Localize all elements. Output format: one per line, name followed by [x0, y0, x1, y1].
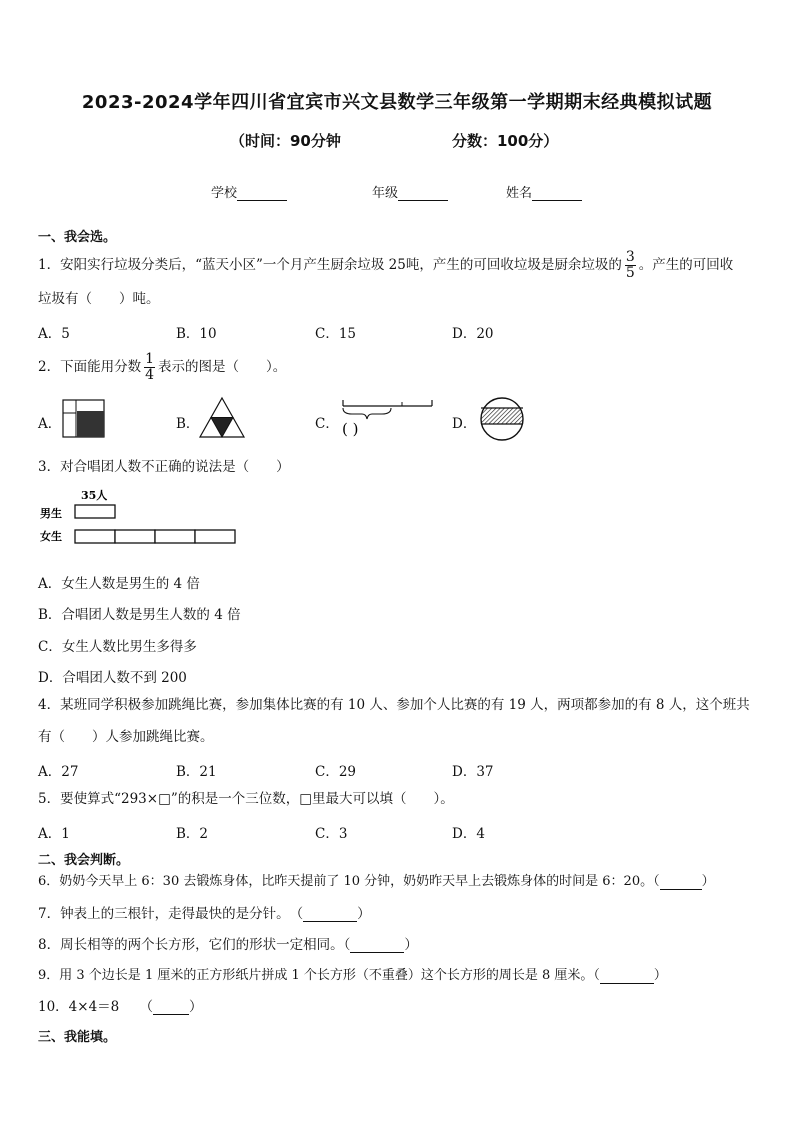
name-field[interactable]	[506, 182, 582, 201]
boys-bar	[75, 505, 115, 518]
brace-paren: ( )	[342, 420, 359, 438]
q2-option-d[interactable]: D．	[452, 416, 477, 432]
question-8-text: 8．周长相等的两个长方形，它们的形状一定相同。（	[38, 937, 351, 953]
question-9-text: 9．用 3 个边长是 1 厘米的正方形纸片拼成 1 个长方形（不重叠）这个长方形的周长是 8 厘米。（	[38, 968, 600, 983]
school-label: 学校	[211, 186, 238, 201]
boys-label: 男生	[40, 507, 62, 520]
question-5: 5．要使算式“293×□”的积是一个三位数，□里最大可以填（ ）。	[38, 791, 454, 807]
q1-option-b[interactable]: B．10	[176, 326, 217, 342]
question-6: 6．奶奶今天早上 6：30 去锻炼身体，比昨天提前了 10 分钟，奶奶昨天早上去锻炼身体的时间是 6：20。（ ）	[38, 874, 715, 889]
q1-option-d[interactable]: D．20	[452, 326, 494, 342]
question-7-text: 7．钟表上的三根针，走得最快的是分针。 （	[38, 906, 304, 922]
q1-option-c[interactable]: C．15	[315, 326, 357, 342]
q5-option-d[interactable]: D．4	[452, 826, 485, 842]
section-heading-judge: 二、我会判断。	[38, 853, 130, 868]
q3-option-b[interactable]: B．合唱团人数是男生人数的 4 倍	[38, 607, 241, 623]
question-8: 8．周长相等的两个长方形，它们的形状一定相同。（ ）	[38, 937, 418, 953]
q2-option-c[interactable]: C．	[315, 416, 339, 432]
grade-field[interactable]	[372, 182, 448, 201]
fraction-3-5: $\frac{3}{5}$	[625, 249, 635, 281]
q4-option-c[interactable]: C．29	[315, 764, 357, 780]
figure-circle-band	[478, 396, 528, 442]
question-4: 4．某班同学积极参加跳绳比赛，参加集体比赛的有 10 人、参加个人比赛的有 19 人，两项都参加的有 8 人，这个班共	[38, 697, 750, 713]
answer-blank-6[interactable]	[660, 877, 702, 890]
fraction-1-4: $\frac{1}{4}$	[145, 351, 155, 383]
bar-model-diagram	[38, 488, 248, 550]
question-2-text-b: 表示的图是（ ）。	[158, 359, 287, 375]
q3-option-c[interactable]: C．女生人数比男生多得多	[38, 639, 197, 655]
answer-blank-10[interactable]	[153, 1002, 189, 1015]
q3-option-a[interactable]: A．女生人数是男生的 4 倍	[38, 576, 200, 592]
figure-triangle-shaded	[198, 396, 246, 440]
answer-blank-8[interactable]	[350, 940, 404, 953]
girls-label: 女生	[40, 530, 62, 543]
figure-segment-brace	[340, 396, 436, 440]
question-10: 10．4×4＝8 （ ）	[38, 999, 203, 1015]
question-3: 3．对合唱团人数不正确的说法是（ ）	[38, 459, 290, 475]
q5-option-a[interactable]: A．1	[38, 826, 70, 842]
answer-blank-7[interactable]	[303, 909, 357, 922]
girls-bar-2	[115, 530, 155, 543]
figure-square-shaded	[62, 399, 106, 439]
count-label: 35人	[81, 489, 108, 502]
exam-time: （时间：90分钟	[230, 132, 341, 150]
question-1-text: 1．安阳实行垃圾分类后，“蓝天小区”一个月产生厨余垃圾 25吨，产生的可回收垃圾是厨余垃圾的	[38, 257, 622, 273]
question-2	[38, 352, 286, 383]
q2-option-a[interactable]: A．	[38, 416, 62, 432]
school-field[interactable]	[211, 182, 287, 201]
question-1-cont: 垃圾有（ ）吨。	[38, 291, 160, 307]
q4-option-b[interactable]: B．21	[176, 764, 217, 780]
q4-option-a[interactable]: A．27	[38, 764, 79, 780]
girls-bar-3	[155, 530, 195, 543]
question-2-text: 2．下面能用分数	[38, 359, 142, 375]
question-9: 9．用 3 个边长是 1 厘米的正方形纸片拼成 1 个长方形（不重叠）这个长方形的周长是 8 厘米。（ ）	[38, 968, 667, 983]
q5-option-b[interactable]: B．2	[176, 826, 209, 842]
name-label: 姓名	[506, 186, 533, 201]
q2-option-b[interactable]: B．	[176, 416, 200, 432]
q5-option-c[interactable]: C．3	[315, 826, 348, 842]
exam-score: 分数：100分）	[452, 132, 559, 150]
question-7: 7．钟表上的三根针，走得最快的是分针。 （ ）	[38, 906, 371, 922]
girls-bar-4	[195, 530, 235, 543]
question-1	[38, 250, 733, 281]
q3-option-d[interactable]: D．合唱团人数不到 200	[38, 670, 187, 686]
section-heading-fill: 三、我能填。	[38, 1030, 117, 1045]
section-heading-choice: 一、我会选。	[38, 230, 117, 245]
grade-label: 年级	[372, 186, 399, 201]
page-title: 2023-2024学年四川省宜宾市兴文县数学三年级第一学期期末经典模拟试题	[81, 92, 713, 113]
girls-bar-1	[75, 530, 115, 543]
q4-option-d[interactable]: D．37	[452, 764, 494, 780]
question-1-text-b: 。产生的可回收	[638, 257, 734, 273]
question-10-text: 10．4×4＝8 （	[38, 999, 154, 1015]
question-4-cont: 有（ ）人参加跳绳比赛。	[38, 729, 214, 745]
answer-blank-9[interactable]	[600, 971, 654, 984]
q1-option-a[interactable]: A．5	[38, 326, 70, 342]
question-6-text: 6．奶奶今天早上 6：30 去锻炼身体，比昨天提前了 10 分钟，奶奶昨天早上去锻炼身体的时间是 6：20。（	[38, 874, 660, 889]
